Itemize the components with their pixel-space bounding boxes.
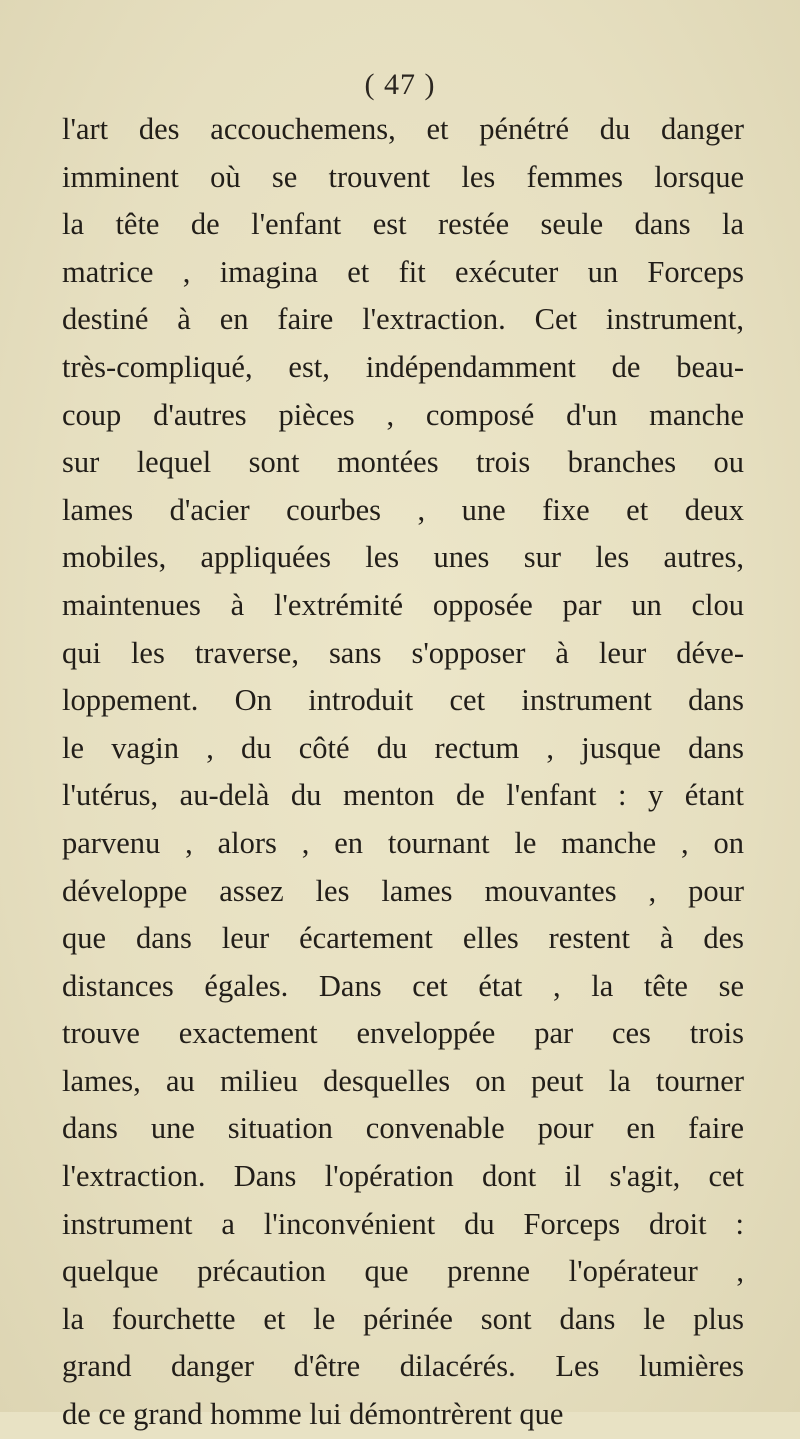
text-line-10: mobiles, appliquées les unes sur les autres,	[62, 540, 744, 575]
text-line-1: l'art des accouchemens, et pénétré du danger	[62, 112, 744, 146]
text-line-16: parvenu , alors , en tournant le manche , on	[62, 825, 744, 860]
text-line-8: sur lequel sont montées trois branches ou	[62, 445, 744, 480]
text-line-24: instrument a l'inconvénient du Forceps droit :	[62, 1206, 744, 1241]
text-line-20: trouve exactement enveloppée par ces trois	[62, 1016, 744, 1051]
text-line-2: imminent où se trouvent les femmes lorsque	[62, 159, 744, 194]
text-line-23: l'extraction. Dans l'opération dont il s'agit, cet	[62, 1159, 744, 1194]
text-line-7: coup d'autres pièces , composé d'un manche	[62, 397, 744, 432]
text-line-28: de ce grand homme lui démontrèrent que	[62, 1397, 564, 1432]
text-line-26: la fourchette et le périnée sont dans le plus	[62, 1301, 744, 1336]
text-line-5: destiné à en faire l'extraction. Cet instrument,	[62, 302, 744, 337]
text-line-18: que dans leur écartement elles restent à des	[62, 921, 744, 956]
text-line-19: distances égales. Dans cet état , la tête se	[62, 968, 744, 1003]
text-line-4: matrice , imagina et fit exécuter un Forceps	[62, 254, 744, 289]
body-text	[62, 106, 744, 1439]
text-line-12: qui les traverse, sans s'opposer à leur déve-	[62, 635, 744, 670]
text-line-22: dans une situation convenable pour en faire	[62, 1111, 744, 1146]
text-line-6: très-compliqué, est, indépendamment de beau-	[62, 349, 744, 384]
text-line-27: grand danger d'être dilacérés. Les lumières	[62, 1349, 744, 1384]
page-number: ( 47 )	[364, 68, 436, 101]
text-line-13: loppement. On introduit cet instrument dans	[62, 683, 744, 718]
text-line-21: lames, au milieu desquelles on peut la tourner	[62, 1063, 744, 1098]
text-line-15: l'utérus, au-delà du menton de l'enfant : y étant	[62, 778, 744, 813]
text-line-25: quelque précaution que prenne l'opérateur ,	[62, 1254, 744, 1289]
text-line-17: développe assez les lames mouvantes , pour	[62, 873, 744, 908]
text-line-9: lames d'acier courbes , une fixe et deux	[62, 492, 744, 527]
text-line-14: le vagin , du côté du rectum , jusque dans	[62, 730, 744, 765]
text-line-11: maintenues à l'extrémité opposée par un clou	[62, 587, 744, 622]
text-line-3: la tête de l'enfant est restée seule dans la	[62, 207, 744, 242]
